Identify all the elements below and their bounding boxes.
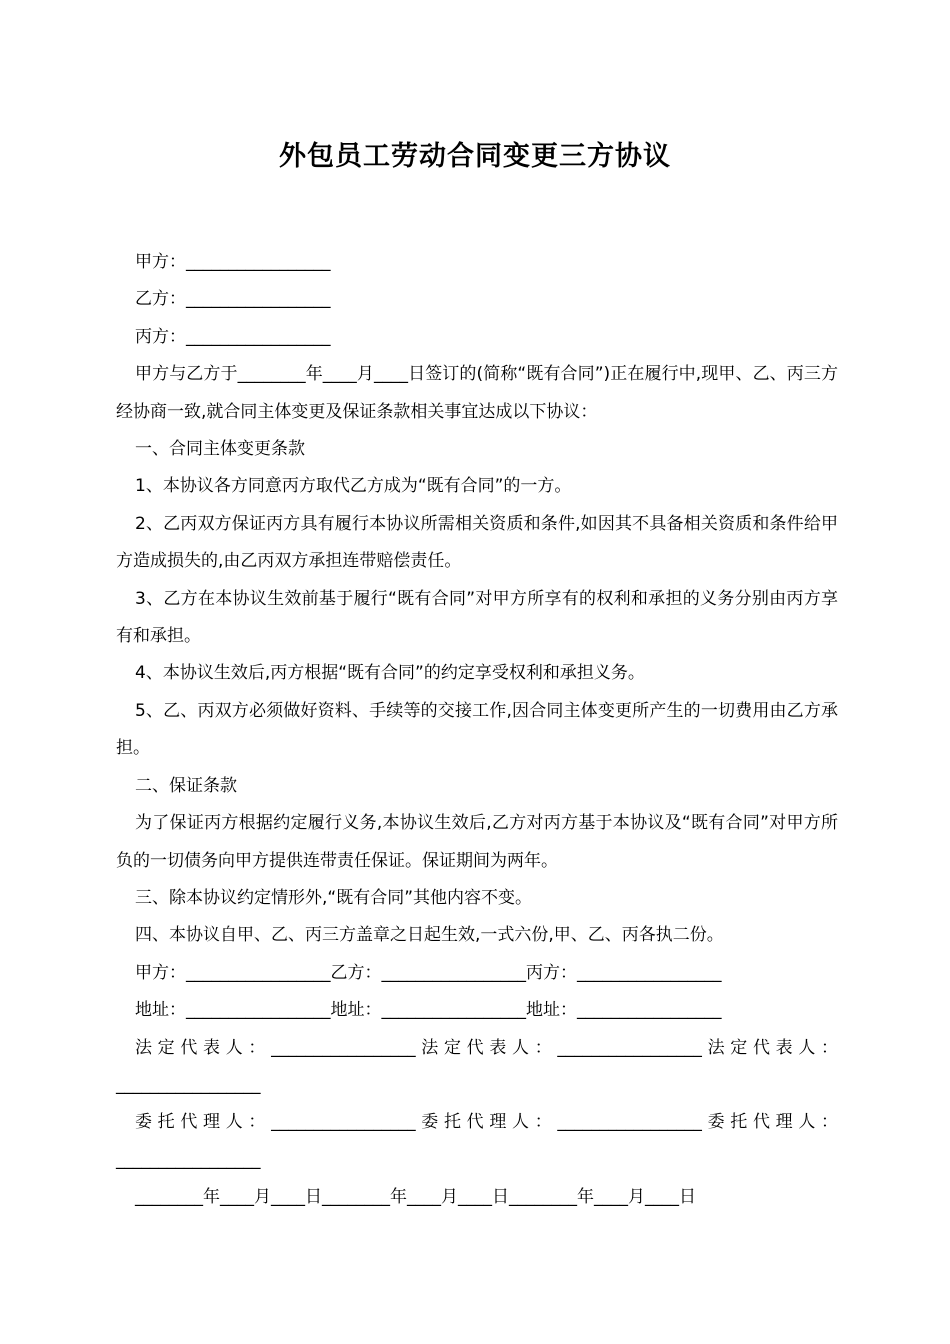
party-b-line: 乙方：_________________ (135, 289, 331, 310)
party-a-line: 甲方：_________________ (135, 252, 331, 272)
section-heading-2: 二、保证条款 (135, 775, 237, 796)
signature-legal-rep-line: 法定代表人：_________________法定代表人：_________________法定代表人：_________________ (116, 1037, 838, 1095)
section-3: 三、除本协议约定情形外,“既有合同”其他内容不变。 (135, 887, 533, 908)
guarantee-paragraph: 为了保证丙方根据约定履行义务,本协议生效后,乙方对丙方基于本协议及“既有合同”对甲方所负的一切债务向甲方提供连带责任保证。保证期间为两年。 (116, 813, 838, 871)
document-title: 外包员工劳动合同变更三方协议 (279, 141, 671, 172)
signature-agent-line: 委托代理人：_________________委托代理人：_________________委托代理人：_________________ (116, 1112, 838, 1170)
signature-date-line: ________年____月____日________年____月____日________年____月____日 (135, 1187, 696, 1208)
signature-parties-line: 甲方：_________________乙方：_________________丙方：_________________ (135, 962, 722, 983)
document-body (116, 244, 838, 1217)
intro-paragraph: 甲方与乙方于________年____月____日签订的(简称“既有合同”)正在履行中,现甲、乙、丙三方经协商一致,就合同主体变更及保证条款相关事宜达成以下协议： (116, 364, 838, 422)
section-heading-1: 一、合同主体变更条款 (135, 439, 305, 460)
signature-address-line: 地址：_________________地址：_________________地址：_________________ (135, 1000, 722, 1021)
section-4: 四、本协议自甲、乙、丙三方盖章之日起生效,一式六份,甲、乙、丙各执二份。 (135, 925, 724, 946)
clause-4: 4、本协议生效后,丙方根据“既有合同”的约定享受权利和承担义务。 (135, 663, 645, 684)
clause-2: 2、乙丙双方保证丙方具有履行本协议所需相关资质和条件,如因其不具备相关资质和条件给甲方造成损失的,由乙丙双方承担连带赔偿责任。 (116, 513, 838, 572)
clause-5: 5、乙、丙双方必须做好资料、手续等的交接工作,因合同主体变更所产生的一切费用由乙方承担。 (116, 700, 838, 759)
clause-3: 3、乙方在本协议生效前基于履行“既有合同”对甲方所享有的权利和承担的义务分别由丙方享有和承担。 (116, 588, 838, 647)
party-c-line: 丙方：_________________ (135, 326, 331, 347)
clause-1: 1、本协议各方同意丙方取代乙方成为“既有合同”的一方。 (135, 476, 572, 497)
